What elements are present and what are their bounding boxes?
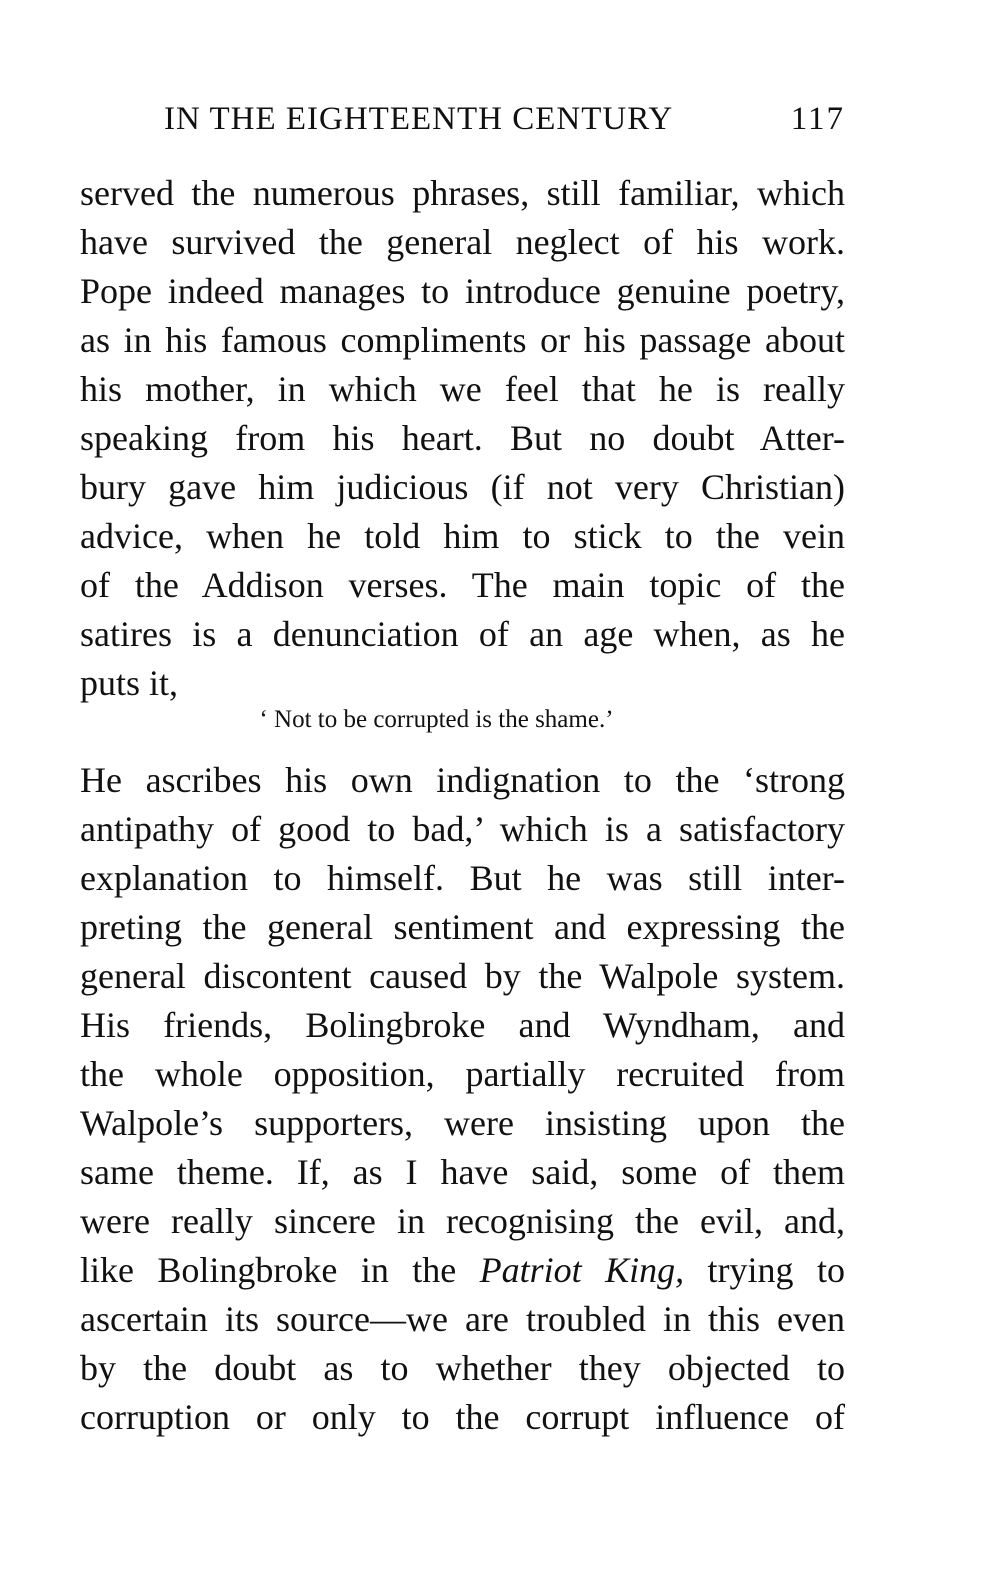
text-line: His friends, Bolingbroke and Wyndham, and: [80, 1005, 845, 1045]
text-line: served the numerous phrases, still familiar, which: [80, 173, 845, 213]
text-line: same theme. If, as I have said, some of them: [80, 1152, 845, 1192]
text-line: his mother, in which we feel that he is really: [80, 369, 845, 409]
quotation-text: ‘ Not to be corrupted is the shame.’: [259, 706, 614, 733]
text-line: bury gave him judicious (if not very Christian): [80, 467, 845, 507]
text-line: were really sincere in recognising the evil, and,: [80, 1201, 845, 1241]
text-line: explanation to himself. But he was still inter-: [80, 858, 845, 898]
text-line: advice, when he told him to stick to the vein: [80, 516, 845, 556]
text-segment: trying to: [684, 1250, 845, 1290]
italic-title: Patriot King,: [479, 1250, 685, 1290]
text-line: satires is a denunciation of an age when, as he: [80, 614, 845, 654]
page-number: 117: [790, 101, 845, 137]
text-line: of the Addison verses. The main topic of the: [80, 565, 845, 605]
text-line: as in his famous compliments or his passage about: [80, 320, 845, 360]
text-line: antipathy of good to bad,’ which is a satisfactory: [80, 809, 845, 849]
text-line: general discontent caused by the Walpole system.: [80, 956, 845, 996]
text-line: preting the general sentiment and expressing the: [80, 907, 845, 947]
text-line: have survived the general neglect of his work.: [80, 222, 845, 262]
text-line: speaking from his heart. But no doubt Atter-: [80, 418, 845, 458]
text-line-with-italic: [80, 1246, 845, 1295]
running-title: IN THE EIGHTEENTH CENTURY: [164, 101, 674, 137]
text-line: ascertain its source—we are troubled in this even: [80, 1299, 845, 1339]
block-quotation: [80, 703, 845, 737]
text-line: He ascribes his own indignation to the ‘strong: [80, 760, 845, 800]
text-segment: like Bolingbroke in the: [80, 1250, 480, 1290]
text-line: Walpole’s supporters, were insisting upon the: [80, 1103, 845, 1143]
text-line: by the doubt as to whether they objected to: [80, 1348, 845, 1388]
running-head: [80, 101, 845, 145]
text-line: puts it,: [80, 663, 179, 703]
text-line: Pope indeed manages to introduce genuine poetry,: [80, 271, 845, 311]
text-line: corruption or only to the corrupt influence of: [80, 1397, 845, 1437]
text-line: the whole opposition, partially recruited from: [80, 1054, 845, 1094]
